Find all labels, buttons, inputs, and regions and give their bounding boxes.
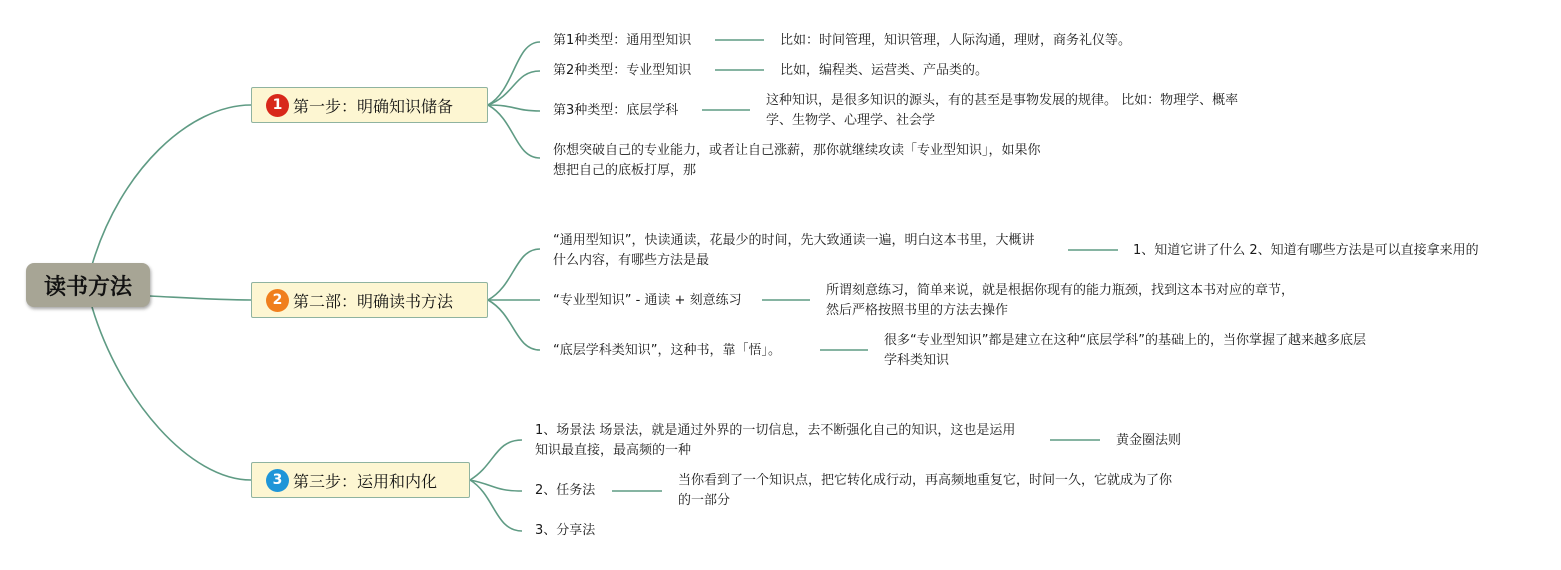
link-root-step2 xyxy=(150,296,251,300)
subtopic-basic-disciplines[interactable]: 第3种类型：底层学科 xyxy=(553,103,679,118)
detail-basic-reading[interactable]: 很多“专业型知识”都是建立在这种“底层学科”的基础上的，当你掌握了越来越多底层学科类知识 xyxy=(884,333,1366,368)
link-s1-i1 xyxy=(488,42,540,105)
subtopic-task-method[interactable]: 2、任务法 xyxy=(535,483,596,498)
step-label: 第二部：明确读书方法 xyxy=(293,291,454,311)
subtopic-general-knowledge[interactable]: 第1种类型：通用型知识 xyxy=(553,33,692,48)
link-s1-i4 xyxy=(488,105,540,158)
subtopic-professional-reading[interactable]: “专业型知识” - 通读 + 刻意练习 xyxy=(553,293,742,308)
subtopic-general-reading[interactable]: “通用型知识”，快读通读，花最少的时间，先大致通读一遍，明白这本书里，大概讲什么内容，有哪些方法是最 xyxy=(553,233,1035,268)
detail-general-knowledge[interactable]: 比如：时间管理，知识管理，人际沟通，理财，商务礼仪等。 xyxy=(780,33,1132,48)
subtopic-basic-reading[interactable]: “底层学科类知识”，这种书，靠「悟」。 xyxy=(553,343,781,358)
detail-basic-disciplines[interactable]: 这种知识，是很多知识的源头，有的甚至是事物发展的规律。 比如：物理学、概率学、生物学、心理学、社会学 xyxy=(766,93,1239,128)
detail-golden-circle[interactable]: 黄金圈法则 xyxy=(1116,433,1182,448)
link-s3-i1 xyxy=(470,440,522,480)
step-label: 第一步：明确知识储备 xyxy=(293,96,454,116)
detail-general-reading[interactable]: 1、知道它讲了什么 2、知道有哪些方法是可以直接拿来用的 xyxy=(1133,243,1479,258)
step-node-2[interactable] xyxy=(251,282,488,318)
step-label: 第三步：运用和内化 xyxy=(293,471,438,491)
root-title: 读书方法 xyxy=(43,274,132,300)
link-s2-i3 xyxy=(488,300,540,350)
subtopic-professional-knowledge[interactable]: 第2种类型：专业型知识 xyxy=(553,63,692,78)
number-1-icon: 1 xyxy=(266,94,289,117)
link-root-step3 xyxy=(92,307,251,480)
subtopic-share-method[interactable]: 3、分享法 xyxy=(535,523,596,538)
detail-deliberate-practice[interactable]: 所谓刻意练习，简单来说，就是根据你现有的能力瓶颈，找到这本书对应的章节，然后严格按照书里的方法去操作 xyxy=(826,283,1295,318)
step-node-1[interactable] xyxy=(251,87,488,123)
detail-professional-knowledge[interactable]: 比如，编程类、运营类、产品类的。 xyxy=(780,63,989,78)
step-node-3[interactable] xyxy=(251,462,470,498)
link-s2-i1 xyxy=(488,249,540,300)
subtopic-knowledge-advice[interactable]: 你想突破自己的专业能力，或者让自己涨薪，那你就继续攻读「专业型知识」，如果你想把自己的底板打厚，那 xyxy=(553,143,1041,178)
subtopic-scenario-method[interactable]: 1、场景法 场景法，就是通过外界的一切信息，去不断强化自己的知识，这也是运用知识最直接，最高频的一种 xyxy=(535,423,1016,458)
number-2-icon: 2 xyxy=(266,289,289,312)
root-topic[interactable] xyxy=(26,263,150,307)
link-root-step1 xyxy=(92,105,251,265)
number-3-icon: 3 xyxy=(266,469,289,492)
detail-task-method[interactable]: 当你看到了一个知识点，把它转化成行动，再高频地重复它，时间一久，它就成为了你的一部分 xyxy=(678,473,1173,508)
